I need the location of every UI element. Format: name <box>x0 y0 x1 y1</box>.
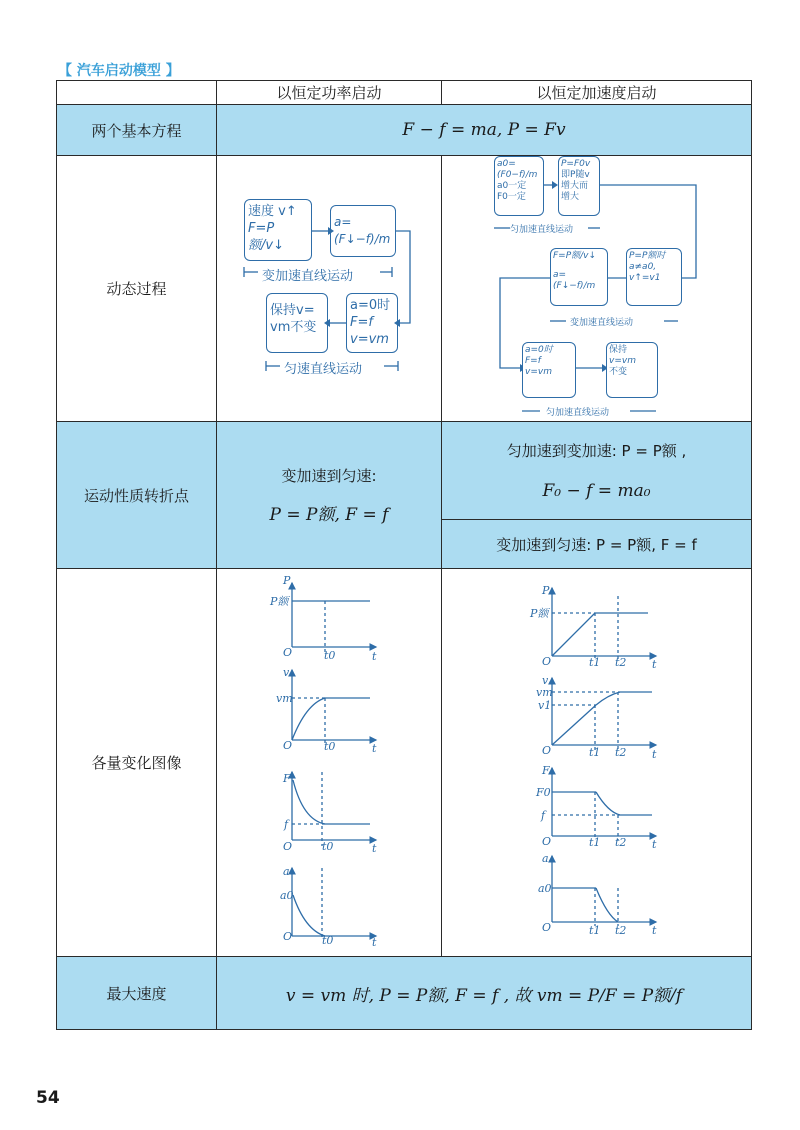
flow-left-v-eq: v=vm <box>350 332 389 347</box>
turning-right-b: F₀ − f = ma₀ <box>542 481 651 501</box>
lbl-r-v: v <box>542 674 549 687</box>
flow-right-p-line2: 即P随v <box>561 170 590 180</box>
flow-left-label-bottom: 匀速直线运动 <box>284 362 363 377</box>
lbl-r-O2: O <box>542 744 552 757</box>
row-label-turning: 运动性质转折点 <box>56 421 217 569</box>
lbl-r-v1: v1 <box>538 699 552 712</box>
graph-left-P-t <box>292 583 376 653</box>
lbl-l-t0-4: t0 <box>322 934 334 947</box>
lbl-r-t2-4: t2 <box>615 924 627 937</box>
lbl-r-f: f <box>541 809 546 822</box>
flow-left-f-eq: F=f <box>350 315 373 330</box>
lbl-l-t4: t <box>372 936 377 949</box>
flow-right-rated-3: v↑=v1 <box>629 273 661 283</box>
lbl-l-O4: O <box>283 930 293 943</box>
lbl-r-a0: a0 <box>538 882 552 895</box>
lbl-r-t-3: t <box>652 838 657 851</box>
lbl-l-O3: O <box>283 840 293 853</box>
turning-right-a: 匀加速到变加速: P = P额 , <box>506 442 687 460</box>
flow-right-a0-eq: a0=(F0−f)/m <box>497 159 538 180</box>
lbl-r-F0: F0 <box>536 786 551 799</box>
header-constant-power: 以恒定功率启动 <box>216 80 442 105</box>
row-label-equations: 两个基本方程 <box>56 104 217 156</box>
lbl-l-f: f <box>284 818 289 831</box>
row-label-vmax: 最大速度 <box>56 956 217 1030</box>
lbl-r-t1-3: t1 <box>589 836 601 849</box>
turning-left-line1: 变加速到匀速: <box>281 467 377 485</box>
lbl-r-t-2: t <box>652 748 657 761</box>
flow-right-a0-const: a0一定 <box>497 181 527 191</box>
lbl-r-F: F <box>542 764 550 777</box>
lbl-r-t1-4: t1 <box>589 924 601 937</box>
flow-left-label-top: 变加速直线运动 <box>262 269 354 284</box>
row-label-process: 动态过程 <box>56 155 217 422</box>
lbl-l-O1: O <box>283 646 293 659</box>
flow-right-label3: 匀加速直线运动 <box>546 408 610 418</box>
graph-left-v-t <box>292 670 376 746</box>
lbl-r-t2-3: t2 <box>615 836 627 849</box>
lbl-l-t1: t <box>372 650 377 663</box>
lbl-r-t1-2: t1 <box>589 746 601 759</box>
flow-right-zero-1: a=0时 <box>525 345 553 355</box>
lbl-l-Pe: P额 <box>270 595 289 608</box>
flow-right-label2: 变加速直线运动 <box>570 318 634 328</box>
flow-right-keep-2: v=vm <box>609 356 636 366</box>
section-title: 【 汽车启动模型 】 <box>58 63 180 79</box>
flow-right-zero-2: F=f <box>525 356 541 366</box>
vmax-formula: v = vm 时, P = P额, F = f , 故 vm = P/F = P额/f <box>216 956 752 1030</box>
row-label-graphs: 各量变化图像 <box>56 568 217 957</box>
lbl-l-v: v <box>283 666 290 679</box>
lbl-r-O3: O <box>542 835 552 848</box>
flow-right-var-f: F=P额/v↓ <box>553 251 597 261</box>
lbl-r-O1: O <box>542 655 552 668</box>
page-number: 54 <box>36 1088 60 1108</box>
flow-right-keep-3: 不变 <box>609 367 628 377</box>
lbl-l-t0-3: t0 <box>322 840 334 853</box>
graph-left-F-t <box>292 772 376 846</box>
lbl-r-a: a <box>542 852 549 865</box>
flow-right-zero-3: v=vm <box>525 367 552 377</box>
lbl-r-t-1: t <box>652 658 657 671</box>
flow-left-keep-1: 保持v= <box>270 303 315 318</box>
lbl-r-t2-2: t2 <box>615 746 627 759</box>
graph-right-a-t <box>552 856 656 926</box>
lbl-r-vm: vm <box>536 686 553 699</box>
flow-right-keep-1: 保持 <box>609 345 628 355</box>
lbl-l-t0-2: t0 <box>324 740 336 753</box>
flow-right-var-a: a=(F↓−f)/m <box>553 270 596 291</box>
flow-right-p-line4: 增大 <box>561 192 580 202</box>
lbl-r-t-4: t <box>652 924 657 937</box>
graph-right-P-t <box>552 588 656 660</box>
graph-left-a-t <box>292 868 376 940</box>
lbl-r-t1-1: t1 <box>589 656 601 669</box>
turning-right-c: 变加速到匀速: P = P额, F = f <box>441 519 752 569</box>
graph-right-F-t <box>552 768 656 840</box>
graph-right-v-t <box>552 678 656 750</box>
lbl-l-P: P <box>283 574 291 587</box>
lbl-l-t2: t <box>372 742 377 755</box>
turning-left-line2: P = P额, F = f <box>269 505 389 525</box>
lbl-l-t3: t <box>372 842 377 855</box>
flow-right-rated-2: a≠a0, <box>629 262 657 272</box>
lbl-r-Pe: P额 <box>530 607 549 620</box>
flow-left-force-text: F=P额/v↓ <box>248 221 284 253</box>
lbl-l-a0: a0 <box>280 889 294 902</box>
flow-left-speed-text: 速度 v↑ <box>248 204 297 219</box>
lbl-l-F: F <box>283 772 291 785</box>
flow-left-keep-2: vm不变 <box>270 320 317 335</box>
lbl-l-O2: O <box>283 739 293 752</box>
flow-left-accel-text: a=(F↓−f)/m <box>334 215 391 246</box>
lbl-l-vm: vm <box>276 692 293 705</box>
flow-right-p-eq: P=F0v <box>561 159 591 169</box>
header-constant-accel: 以恒定加速度启动 <box>441 80 752 105</box>
lbl-l-t0-1: t0 <box>324 649 336 662</box>
flow-right-label1: 匀加速直线运动 <box>510 225 574 235</box>
equations-formula: F − f = ma, P = Fv <box>216 104 752 156</box>
lbl-r-O4: O <box>542 921 552 934</box>
lbl-l-a: a <box>283 865 290 878</box>
flow-right-rated-1: P=P额时 <box>629 251 666 261</box>
flow-right-f0-const: F0一定 <box>497 192 526 202</box>
flow-right-p-line3: 增大而 <box>561 181 589 191</box>
lbl-r-P: P <box>542 584 550 597</box>
flow-left-zero-a: a=0时 <box>350 298 391 313</box>
lbl-r-t2-1: t2 <box>615 656 627 669</box>
